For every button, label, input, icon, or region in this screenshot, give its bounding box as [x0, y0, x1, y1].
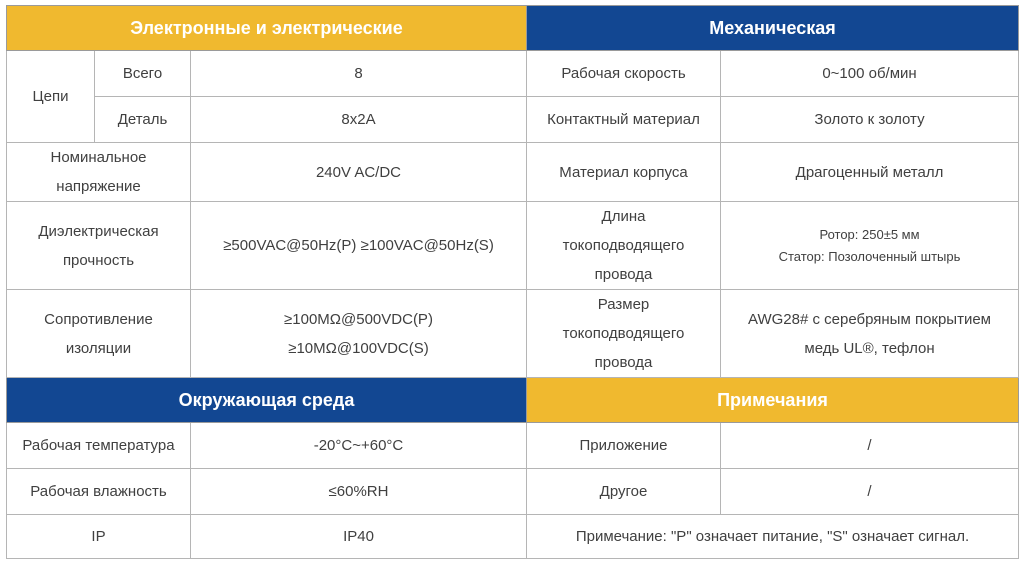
- detail-value: 8x2A: [191, 97, 527, 143]
- housing-material-label: Материал корпуса: [527, 143, 721, 202]
- lead-size-value-line-1: AWG28# с серебряным покрытием: [748, 310, 991, 328]
- section-header-environment: Окружающая среда: [7, 378, 527, 423]
- detail-label: Деталь: [95, 97, 191, 143]
- total-value: 8: [191, 51, 527, 97]
- insulation-value-power: ≥100MΩ@500VDC(P): [284, 310, 433, 328]
- humidity-value: ≤60%RH: [191, 469, 527, 515]
- housing-material-value: Драгоценный металл: [721, 143, 1019, 202]
- ip-value: IP40: [191, 515, 527, 559]
- contact-material-label: Контактный материал: [527, 97, 721, 143]
- lead-size-label-line-2: токоподводящего: [562, 325, 685, 342]
- dielectric-value: ≥500VAC@50Hz(P) ≥100VAC@50Hz(S): [191, 202, 527, 290]
- lead-length-label-line-1: Длина: [601, 208, 646, 225]
- voltage-label-line-1: Номинальное: [50, 149, 147, 166]
- lead-size-label: [527, 290, 721, 378]
- speed-label: Рабочая скорость: [527, 51, 721, 97]
- speed-value: 0~100 об/мин: [721, 51, 1019, 97]
- remark-text: Примечание: "P" означает питание, "S" означает сигнал.: [527, 515, 1019, 559]
- ip-label: IP: [7, 515, 191, 559]
- insulation-label-line-1: Сопротивление: [44, 310, 153, 328]
- humidity-label: Рабочая влажность: [7, 469, 191, 515]
- section-header-notes: Примечания: [527, 378, 1019, 423]
- lead-length-value-rotor: Ротор: 250±5 мм: [819, 226, 920, 242]
- table-row: [7, 202, 1019, 290]
- table-row: [7, 97, 1019, 143]
- table-row: [7, 143, 1019, 202]
- voltage-value: 240V AC/DC: [191, 143, 527, 202]
- insulation-value-signal: ≥10MΩ@100VDC(S): [288, 339, 429, 357]
- table-row: [7, 515, 1019, 559]
- insulation-value: [191, 290, 527, 378]
- contact-material-value: Золото к золоту: [721, 97, 1019, 143]
- section-header-electrical: Электронные и электрические: [7, 6, 527, 51]
- other-value: /: [721, 469, 1019, 515]
- section-header-mechanical: Механическая: [527, 6, 1019, 51]
- lead-size-label-line-3: провода: [594, 354, 653, 371]
- dielectric-label: [7, 202, 191, 290]
- table-row: [7, 290, 1019, 378]
- header-row-bottom: [7, 378, 1019, 423]
- table-row: [7, 423, 1019, 469]
- application-value: /: [721, 423, 1019, 469]
- application-label: Приложение: [527, 423, 721, 469]
- lead-length-value: [721, 202, 1019, 290]
- insulation-label: [7, 290, 191, 378]
- header-row-top: [7, 6, 1019, 51]
- lead-length-label: [527, 202, 721, 290]
- dielectric-label-line-2: прочность: [62, 251, 135, 269]
- voltage-label: [7, 143, 191, 202]
- lead-size-value: [721, 290, 1019, 378]
- voltage-label-line-2: напряжение: [56, 178, 141, 195]
- dielectric-label-line-1: Диэлектрическая: [38, 222, 159, 240]
- table-row: [7, 469, 1019, 515]
- temperature-label: Рабочая температура: [7, 423, 191, 469]
- other-label: Другое: [527, 469, 721, 515]
- lead-size-label-line-1: Размер: [597, 296, 650, 313]
- lead-length-label-line-2: токоподводящего: [562, 237, 685, 254]
- lead-size-value-line-2: медь UL®, тефлон: [804, 339, 935, 357]
- temperature-value: -20°C~+60°C: [191, 423, 527, 469]
- insulation-label-line-2: изоляции: [65, 339, 132, 357]
- circuits-label: Цепи: [7, 51, 95, 143]
- lead-length-label-line-3: провода: [594, 266, 653, 283]
- table-row: [7, 51, 1019, 97]
- spec-table: [6, 5, 1019, 559]
- lead-length-value-stator: Статор: Позолоченный штырь: [778, 248, 961, 264]
- total-label: Всего: [95, 51, 191, 97]
